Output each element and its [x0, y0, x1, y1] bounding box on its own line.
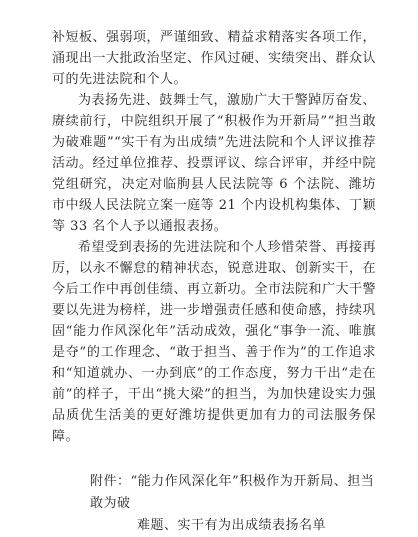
paragraph-2: 为表扬先进、鼓舞士气，激励广大干警踔厉奋发、赓续前行，中院组织开展了“积极作为开新局”“担当敢为破难题”“实干有为出成绩”先进法院和个人评议推荐活动。经过单位推荐、投票评议、综合评审，并经中院党组研究，决定对临朐县人民法院等 6 个法院、潍坊市中级人民法院立案一庭等 21 个内设机构集体、丁颖等 33 名个人予以通报表扬。	[52, 93, 377, 234]
paragraph-3: 希望受到表扬的先进法院和个人珍惜荣誉、再接再厉，以永不懈怠的精神状态，锐意进取、创新实干，在今后工作中再创佳绩、再立新功。全市法院和广大干警要以先进为榜样，进一步增强责任感和使命感，持续巩固“能力作风深化年”活动成效，强化“事争一流、唯旗是夺”的工作理念、“敢于担当、善于作为”的工作追求和“知道就办、一办到底”的工作态度，努力干出“走在前”的样子，干出“挑大梁”的担当，为加快建设实力强品质优生活美的更好潍坊提供更加有力的司法服务保障。	[52, 240, 377, 444]
attachment-label: 附件：	[90, 474, 131, 489]
attachment-note	[90, 471, 376, 537]
paragraph-1: 补短板、强弱项，严谨细致、精益求精落实各项工作，涌现出一大批政治坚定、作风过硬、实绩突出、群众认可的先进法院和个人。	[52, 30, 377, 87]
attachment-title-line-2: 难题、实干有为出成绩表扬名单	[137, 518, 327, 533]
attachment-title-line-1: “能力作风深化年”积极作为开新局、担当敢为破	[90, 474, 375, 511]
